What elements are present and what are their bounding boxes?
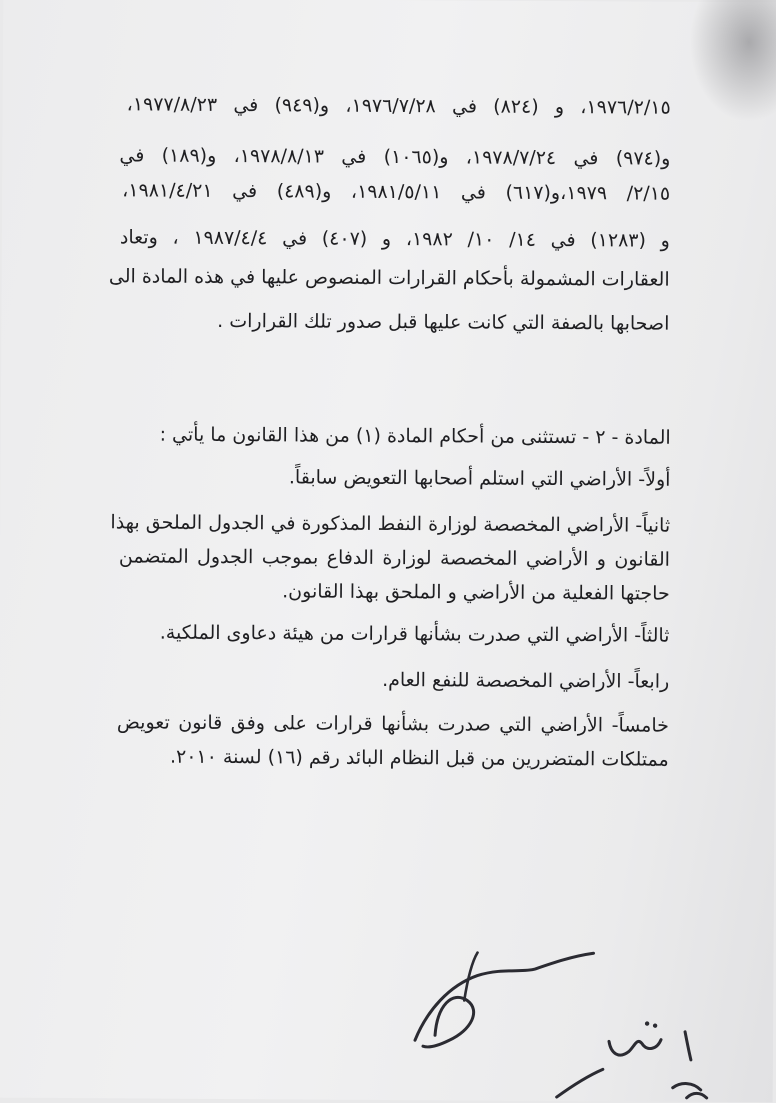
paragraph-1-line-2: و(٩٧٤) في ١٩٧٨/٧/٢٤، و(١٠٦٥) في ١٩٧٨/٨/١٣، و(١٨٩) في [119, 144, 671, 170]
article-2-item-5-line-1: خامساً- الأراضي التي صدرت بشأنها قرارات على وفق قانون تعويض [116, 711, 669, 737]
article-2-item-2-line-3: حاجتها الفعلية من الأراضي و الملحق بهذا القانون. [282, 580, 670, 605]
article-2-item-3: ثالثاً- الأراضي التي صدرت بشأنها قرارات من هيئة دعاوى الملكية. [159, 621, 670, 647]
page-corner-shadow [689, 0, 776, 123]
paragraph-1-line-1: ١٩٧٦/٢/١٥، و (٨٢٤) في ١٩٧٦/٧/٢٨، و(٩٤٩) في ١٩٧٧/٨/٢٣، [126, 93, 671, 119]
article-2-item-5-line-2: ممتلكات المتضررين من قبل النظام البائد رقم (١٦) لسنة ٢٠١٠. [169, 745, 669, 771]
article-2-item-1: أولاً- الأراضي التي استلم أصحابها التعويض سابقاً. [288, 466, 671, 491]
paragraph-1-line-3: ٢/١٥/ ١٩٧٩،و(٦١٧) في ١٩٨١/٥/١١، و(٤٨٩) في ١٩٨١/٤/٢١، [122, 179, 671, 205]
article-2-item-4: رابعاً- الأراضي المخصصة للنفع العام. [382, 668, 670, 693]
paragraph-1-line-4: و (١٢٨٣) في ١٤/ ١٠/ ١٩٨٢، و (٤٠٧) في ١٩٨٧/٤/٤ ، وتعاد [119, 226, 670, 252]
article-2-heading: المادة - ٢ - تستثنى من أحكام المادة (١) من هذا القانون ما يأتي : [159, 423, 671, 449]
paragraph-1-line-6: اصحابها بالصفة التي كانت عليها قبل صدور تلك القرارات . [217, 309, 670, 335]
article-2-item-2-line-2: القانون و الأراضي المخصصة لوزارة الدفاع بموجب الجدول المتضمن [118, 545, 671, 571]
article-2-item-2-line-1: ثانياً- الأراضي المخصصة لوزارة النفط المذكورة في الجدول الملحق بهذا [110, 511, 671, 537]
paragraph-1-line-5: العقارات المشمولة بأحكام القرارات المنصوص عليها في هذه المادة الى [108, 265, 670, 291]
